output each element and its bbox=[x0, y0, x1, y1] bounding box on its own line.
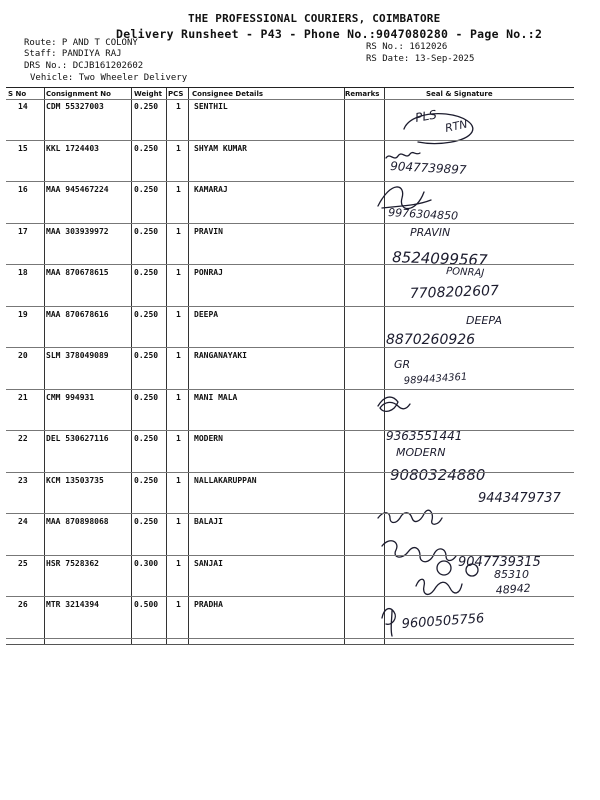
rs-number: RS No.: 1612026 bbox=[366, 42, 448, 52]
handwritten-note: 9080324880 bbox=[390, 466, 486, 484]
row-consignee: MODERN bbox=[194, 434, 223, 443]
handwritten-note: 8870260926 bbox=[386, 332, 476, 348]
handwritten-note: 9363551441 bbox=[386, 429, 463, 443]
row-consignment-no: MTR 3214394 bbox=[46, 600, 99, 609]
row-consignment-no: KCM 13503735 bbox=[46, 475, 104, 485]
handwritten-note: 9443479737 bbox=[478, 491, 561, 506]
column-header-consignment: Consignment No bbox=[46, 90, 111, 98]
row-pcs: 1 bbox=[176, 392, 181, 402]
row-sno: 22 bbox=[18, 434, 28, 443]
row-consignment-no: CDM 55327003 bbox=[46, 102, 104, 111]
row-consignee: PRADHA bbox=[194, 600, 223, 609]
handwritten-note: 7708202607 bbox=[409, 282, 500, 302]
row-consignee: DEEPA bbox=[194, 309, 219, 319]
handwritten-note: GR bbox=[394, 358, 411, 371]
company-name: THE PROFESSIONAL COURIERS, COIMBATORE bbox=[188, 12, 441, 25]
row-consignment-no: MAA 945467224 bbox=[46, 185, 109, 194]
row-weight: 0.500 bbox=[134, 600, 159, 609]
column-header-seal-signature: Seal & Signature bbox=[426, 90, 493, 98]
row-sno: 21 bbox=[18, 392, 28, 402]
rs-date: RS Date: 13-Sep-2025 bbox=[366, 54, 475, 64]
handwritten-note: 48942 bbox=[495, 581, 532, 597]
seal-signature-area bbox=[6, 88, 574, 644]
row-pcs: 1 bbox=[176, 268, 181, 277]
row-sno: 17 bbox=[18, 226, 28, 236]
row-weight: 0.250 bbox=[134, 351, 159, 360]
row-weight: 0.250 bbox=[134, 517, 159, 526]
row-consignee: KAMARAJ bbox=[194, 185, 228, 194]
row-sno: 15 bbox=[18, 143, 28, 153]
row-consignee: RANGANAYAKI bbox=[194, 351, 247, 360]
signature-stroke-24 bbox=[382, 541, 456, 562]
handwritten-note: MODERN bbox=[396, 446, 446, 459]
row-weight: 0.250 bbox=[134, 102, 159, 111]
row-weight: 0.250 bbox=[134, 475, 159, 485]
row-consignment-no: CMM 994931 bbox=[46, 392, 95, 402]
row-pcs: 1 bbox=[176, 102, 181, 111]
row-weight: 0.250 bbox=[134, 434, 159, 443]
row-consignment-no: MAA 870678616 bbox=[46, 309, 109, 319]
vehicle-label: Vehicle: Two Wheeler Delivery bbox=[30, 73, 188, 83]
handwritten-note: PRAVIN bbox=[410, 226, 451, 239]
row-pcs: 1 bbox=[176, 600, 181, 609]
row-weight: 0.250 bbox=[134, 185, 159, 194]
row-consignment-no: DEL 530627116 bbox=[46, 434, 109, 443]
column-header-consignee: Consignee Details bbox=[192, 90, 264, 98]
row-pcs: 1 bbox=[176, 475, 181, 485]
handwritten-note: 8524099567 bbox=[391, 248, 488, 270]
row-sno: 16 bbox=[18, 185, 28, 194]
row-consignment-no: MAA 303939972 bbox=[46, 226, 109, 236]
row-consignee: MANI MALA bbox=[194, 392, 238, 402]
row-sno: 19 bbox=[18, 309, 28, 319]
row-consignment-no: HSR 7528362 bbox=[46, 558, 99, 568]
column-header-remarks: Remarks bbox=[345, 90, 380, 98]
row-weight: 0.250 bbox=[134, 309, 159, 319]
row-weight: 0.250 bbox=[134, 143, 159, 153]
row-sno: 26 bbox=[18, 600, 28, 609]
handwritten-note: 85310 bbox=[494, 568, 529, 581]
row-pcs: 1 bbox=[176, 517, 181, 526]
column-header-pcs: PCS bbox=[168, 90, 184, 98]
route-label: Route: P AND T COLONY bbox=[24, 38, 138, 48]
row-sno: 23 bbox=[18, 475, 28, 485]
handwritten-note: 9047739315 bbox=[458, 555, 541, 570]
row-consignment-no: SLM 378049089 bbox=[46, 351, 109, 360]
handwritten-note: 9600505756 bbox=[401, 611, 485, 632]
row-consignment-no: KKL 1724403 bbox=[46, 143, 99, 153]
row-consignment-no: MAA 870678615 bbox=[46, 268, 109, 277]
runsheet-title: Delivery Runsheet - P43 - Phone No.:9047080280 - Page No.:2 bbox=[116, 27, 543, 41]
row-sno: 18 bbox=[18, 268, 28, 277]
handwritten-note: DEEPA bbox=[466, 314, 502, 327]
drs-number: DRS No.: DCJB161202602 bbox=[24, 61, 144, 71]
handwritten-note: 9894434361 bbox=[403, 371, 468, 387]
signature-stroke-16 bbox=[378, 187, 431, 209]
row-sno: 25 bbox=[18, 558, 28, 568]
row-weight: 0.250 bbox=[134, 392, 159, 402]
row-consignee: BALAJI bbox=[194, 517, 223, 526]
handwritten-note: 9976304850 bbox=[387, 206, 459, 223]
row-consignee: SENTHIL bbox=[194, 102, 228, 111]
handwritten-note: 9047739897 bbox=[389, 159, 467, 177]
row-consignee: NALLAKARUPPAN bbox=[194, 475, 257, 485]
row-pcs: 1 bbox=[176, 434, 181, 443]
row-pcs: 1 bbox=[176, 185, 181, 194]
signature-circle-25a bbox=[437, 561, 451, 575]
signature-stroke-25 bbox=[416, 579, 462, 594]
row-sno: 14 bbox=[18, 102, 28, 111]
row-pcs: 1 bbox=[176, 351, 181, 360]
runsheet-table bbox=[6, 87, 574, 645]
row-pcs: 1 bbox=[176, 143, 181, 153]
row-consignee: SHYAM KUMAR bbox=[194, 143, 247, 153]
row-weight: 0.300 bbox=[134, 558, 159, 568]
row-consignee: PRAVIN bbox=[194, 226, 223, 236]
signature-stroke-15 bbox=[386, 153, 420, 158]
row-pcs: 1 bbox=[176, 558, 181, 568]
row-pcs: 1 bbox=[176, 226, 181, 236]
row-sno: 20 bbox=[18, 351, 28, 360]
signature-stroke-21 bbox=[378, 397, 410, 411]
column-header-weight: Weight bbox=[134, 90, 162, 98]
row-consignment-no: MAA 870898068 bbox=[46, 517, 109, 526]
staff-label: Staff: PANDIYA RAJ bbox=[24, 49, 122, 59]
row-weight: 0.250 bbox=[134, 268, 159, 277]
row-consignee: PONRAJ bbox=[194, 268, 223, 277]
handwritten-note: PONRAJ bbox=[445, 266, 485, 279]
handwritten-note: PLS bbox=[414, 107, 438, 125]
column-header-sno: S No bbox=[8, 90, 27, 98]
row-sno: 24 bbox=[18, 517, 28, 526]
signature-stroke-26 bbox=[382, 609, 395, 636]
handwritten-note: RTN bbox=[443, 117, 469, 135]
row-pcs: 1 bbox=[176, 309, 181, 319]
row-consignee: SANJAI bbox=[194, 558, 223, 568]
row-weight: 0.250 bbox=[134, 226, 159, 236]
